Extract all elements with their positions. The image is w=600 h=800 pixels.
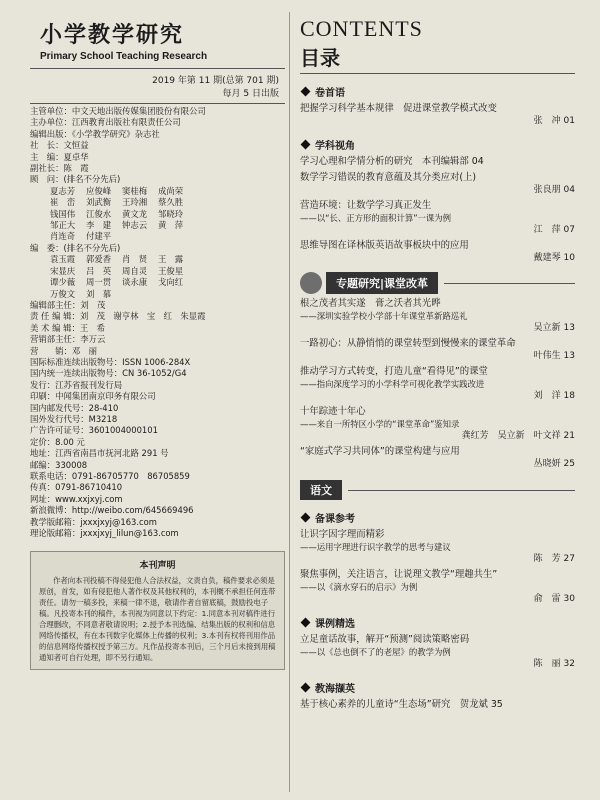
section-name: 卷首语 (315, 88, 345, 99)
notice-box (30, 551, 285, 670)
diamond-icon (301, 618, 311, 628)
info-line: 定价：8.00 元 (30, 436, 85, 447)
name-row (50, 289, 285, 300)
article-subtitle: ——以《滴水穿石的启示》为例 (300, 582, 418, 592)
article-subtitle: ——深圳实验学校小学部十年课堂革新路巡礼 (300, 311, 468, 321)
info-line: 广告许可证号：3601004000101 (30, 425, 158, 436)
publication-info (30, 300, 285, 540)
info-line: 理论版邮箱：jxxxjxyj_lilun@163.com (30, 528, 179, 539)
diamond-icon (301, 683, 311, 693)
topic-banner (300, 272, 575, 294)
article-author: 刘 洋 18 (533, 391, 575, 401)
section-heading (300, 680, 575, 695)
person-name: 应俊峰 (86, 185, 112, 196)
chinese-banner-label: 语文 (300, 480, 342, 500)
person-name: 王俊星 (158, 265, 184, 276)
info-line: 副社长：陈 霞 (30, 163, 89, 174)
divider-line (444, 283, 575, 284)
article-subtitle: ——指向深度学习的小学科学可视化教学实践改进 (300, 379, 485, 389)
person-name: 夏志芳 (50, 185, 76, 196)
globe-icon (300, 272, 322, 294)
info-line: 国内邮发代号：28-410 (30, 402, 119, 413)
magazine-subtitle: Primary School Teaching Research (40, 51, 208, 62)
info-line: 责 任 编 辑：刘 茂 谢亨林 宝 红 朱显霞 (30, 311, 206, 322)
article-title: “家庭式学习共同体”的课堂构建与应用 (300, 446, 460, 457)
info-line: 传真：0791-86710410 (30, 482, 123, 493)
article-subtitle: ——以《总也倒不了的老屋》的教学为例 (300, 647, 451, 657)
section-heading (300, 84, 575, 99)
article-title: 学习心理和学情分析的研究 本刊编辑部 04 (300, 156, 484, 167)
column-divider (289, 12, 290, 792)
person-name: 黄 萍 (158, 220, 184, 231)
person-name: 崔 峦 (50, 197, 76, 208)
info-line: 地址：江西省南昌市抚河北路 291 号 (30, 448, 169, 459)
person-name: 吕 英 (86, 265, 112, 276)
notice-title: 本刊声明 (139, 561, 176, 572)
contents-heading-cn: 目录 (300, 46, 340, 70)
name-row (50, 254, 285, 265)
article-subtitle: ——来自一所特区小学的“课堂革命”鉴知录 (300, 419, 460, 429)
info-line: 营销部主任：李万云 (30, 334, 106, 345)
editors-label: 编 委：(排名不分先后) (30, 242, 121, 253)
name-row (50, 231, 285, 242)
info-line: 联系电话：0791-86705770 86705859 (30, 471, 190, 481)
section-heading (300, 137, 575, 152)
section-heading (300, 615, 575, 630)
article-author: 叶伟生 13 (533, 351, 575, 361)
diamond-icon (301, 87, 311, 97)
person-name: 邹晓玲 (158, 208, 184, 219)
contents-heading-en: CONTENTS (300, 16, 423, 41)
person-name: 李 建 (86, 220, 112, 231)
chinese-banner (300, 480, 575, 500)
info-line: 新浪微博：http://weibo.com/645669496 (30, 505, 194, 516)
person-name: 成尚荣 (158, 185, 184, 196)
contents-column (300, 12, 575, 790)
article-title: 聚焦事例，关注语言，让说理文教学“理趣共生” (300, 569, 498, 580)
person-name: 钱国伟 (50, 208, 76, 219)
person-name: 戈向红 (158, 277, 184, 288)
person-name: 谭少薇 (50, 277, 76, 288)
name-row (50, 277, 285, 288)
person-name: 邹正大 (50, 220, 76, 231)
masthead-column (30, 12, 285, 790)
chinese-sections (300, 510, 575, 711)
person-name: 江俊水 (86, 208, 112, 219)
section-name: 课例精选 (315, 619, 355, 630)
name-row (50, 186, 285, 197)
info-line: 编辑部主任：刘 茂 (30, 299, 106, 310)
person-name: 王 露 (158, 254, 184, 265)
info-line: 主管单位：中文天地出版传媒集团股份有限公司 (30, 106, 206, 116)
info-line: 网址：www.xxjxyj.com (30, 493, 123, 504)
person-name: 周自灵 (122, 265, 148, 276)
person-name: 宋显庆 (50, 265, 76, 276)
section-name: 备课参考 (315, 514, 355, 525)
info-line: 发行：江苏省报刊发行局 (30, 379, 123, 390)
info-line: 编辑出版：《小学教学研究》杂志社 (30, 128, 160, 139)
section-heading (300, 510, 575, 525)
article-author: 陈 芳 27 (533, 554, 575, 564)
info-line: 教学版邮箱：jxxxjxyj@163.com (30, 516, 157, 527)
article-author: 张 冲 01 (533, 116, 575, 126)
name-row (50, 209, 285, 220)
person-name: 肖 贤 (122, 254, 148, 265)
topic-articles (300, 297, 575, 470)
person-name: 王玲湘 (122, 197, 148, 208)
article-title: 根之茂者其实遂 膏之沃者其光晔 (300, 298, 441, 309)
info-line: 国内统一连续出版物号：CN 36-1052/G4 (30, 368, 187, 379)
article-author: 江 萍 07 (533, 225, 575, 235)
article-title: 营造环境：让数学学习真正发生 (300, 200, 432, 211)
diamond-icon (301, 513, 311, 523)
info-line: 国外发行代号：M3218 (30, 413, 118, 424)
publish-date: 每月 5 日出版 (222, 89, 279, 99)
person-name: 蔡久胜 (158, 197, 184, 208)
article-title: 十年踪迹十年心 (300, 406, 366, 417)
person-name: 黄文龙 (122, 208, 148, 219)
article-title: 数学学习错误的教育意蕴及其分类应对(上) (300, 172, 477, 183)
divider-line (30, 68, 285, 69)
person-name: 付建平 (86, 231, 112, 242)
info-line: 印刷：中闻集团南京印务有限公司 (30, 391, 156, 402)
info-line: 邮编：330008 (30, 459, 88, 470)
diamond-icon (301, 140, 311, 150)
article-title: 基于核心素养的儿童诗“生态场”研究 贺龙斌 35 (300, 699, 503, 710)
article-author: 俞 雷 30 (533, 594, 575, 604)
article-author: 吴立新 13 (533, 323, 575, 333)
advisor-list (50, 186, 285, 243)
article-title: 立足童话故事，解开“预测”阅读策略密码 (300, 634, 470, 645)
person-name: 袁玉霞 (50, 254, 76, 265)
info-line: 主 编：夏卓华 (30, 151, 89, 162)
info-line: 国际标准连续出版物号：ISSN 1006-284X (30, 356, 191, 367)
person-name: 钟志云 (122, 220, 148, 231)
divider-line (300, 73, 575, 74)
person-name: 肖连奇 (50, 231, 76, 242)
article-title: 一路初心：从静悄悄的课堂转型到慢慢来的课堂革命 (300, 338, 516, 349)
person-name: 窦桂梅 (122, 185, 148, 196)
section-name: 教海撷英 (315, 684, 355, 695)
info-line: 社 长：文恒益 (30, 140, 89, 151)
article-subtitle: ——运用字理进行识字教学的思考与建议 (300, 542, 451, 552)
article-author: 龚红芳 吴立新 叶文祥 21 (461, 431, 575, 441)
person-name: 郭爱香 (86, 254, 112, 265)
name-row (50, 197, 285, 208)
editor-list (50, 254, 285, 300)
publisher-info (30, 106, 285, 186)
article-title: 让识字因字理而精彩 (300, 529, 385, 540)
person-name: 谈永康 (122, 277, 148, 288)
article-author: 张良朋 04 (533, 185, 575, 195)
contents-sections (300, 84, 575, 264)
issue-number: 2019 年第 11 期(总第 701 期) (152, 76, 279, 86)
article-title: 推动学习方式转变，打造儿童“看得见”的课堂 (300, 366, 488, 377)
person-name: 刘 慕 (86, 288, 112, 299)
person-name: 万俊文 (50, 288, 76, 299)
divider-line (348, 490, 575, 491)
article-subtitle: ——以“长、正方形的面积计算”一课为例 (300, 213, 452, 223)
topic-banner-label: 专题研究|课堂改革 (326, 272, 438, 294)
info-line: 营 销：邓 丽 (30, 345, 97, 356)
person-name: 刘武衡 (86, 197, 112, 208)
article-title: 把握学习科学基本规律 促进课堂教学模式改变 (300, 103, 497, 114)
article-author: 丛晓妍 25 (533, 459, 575, 469)
article-author: 戴建琴 10 (533, 253, 575, 263)
article-author: 陈 丽 32 (533, 659, 575, 669)
info-line: 顾 问：(排名不分先后) (30, 174, 121, 185)
info-line: 主办单位：江西教育出版社有限责任公司 (30, 117, 181, 128)
notice-body: 作者向本刊投稿不得侵犯他人合法权益，文责自负，稿件要求必须是原创，首发，如有侵犯他人著作权及其他权利的，本刊概不承担任何连带责任。请勿一稿多投，来稿一律不退，敬请作者自留底稿，鼓励投电子稿。凡投寄本刊的稿件，本刊视为同意以下约定：1.同意本刊对稿件进行合理删改，不同意者敬请说明；2.授予本刊选编、结集出版的权利和信息网络传播权，有在本刊数字化媒体上传播的权利；3.本刊有权将刊用作品的信息网络传播权授予第三方。凡作品投寄本刊后，三个月后未接到用稿通知者可自行处理，即不另行通知。 (39, 576, 276, 663)
magazine-title: 小学教学研究 (40, 22, 185, 48)
divider-line (30, 103, 285, 104)
info-line: 美 术 编 辑：王 希 (30, 322, 105, 333)
section-name: 学科视角 (315, 141, 355, 152)
article-title: 思维导图在译林版英语故事板块中的应用 (300, 240, 469, 251)
name-row (50, 220, 285, 231)
name-row (50, 266, 285, 277)
person-name: 周一贯 (86, 277, 112, 288)
